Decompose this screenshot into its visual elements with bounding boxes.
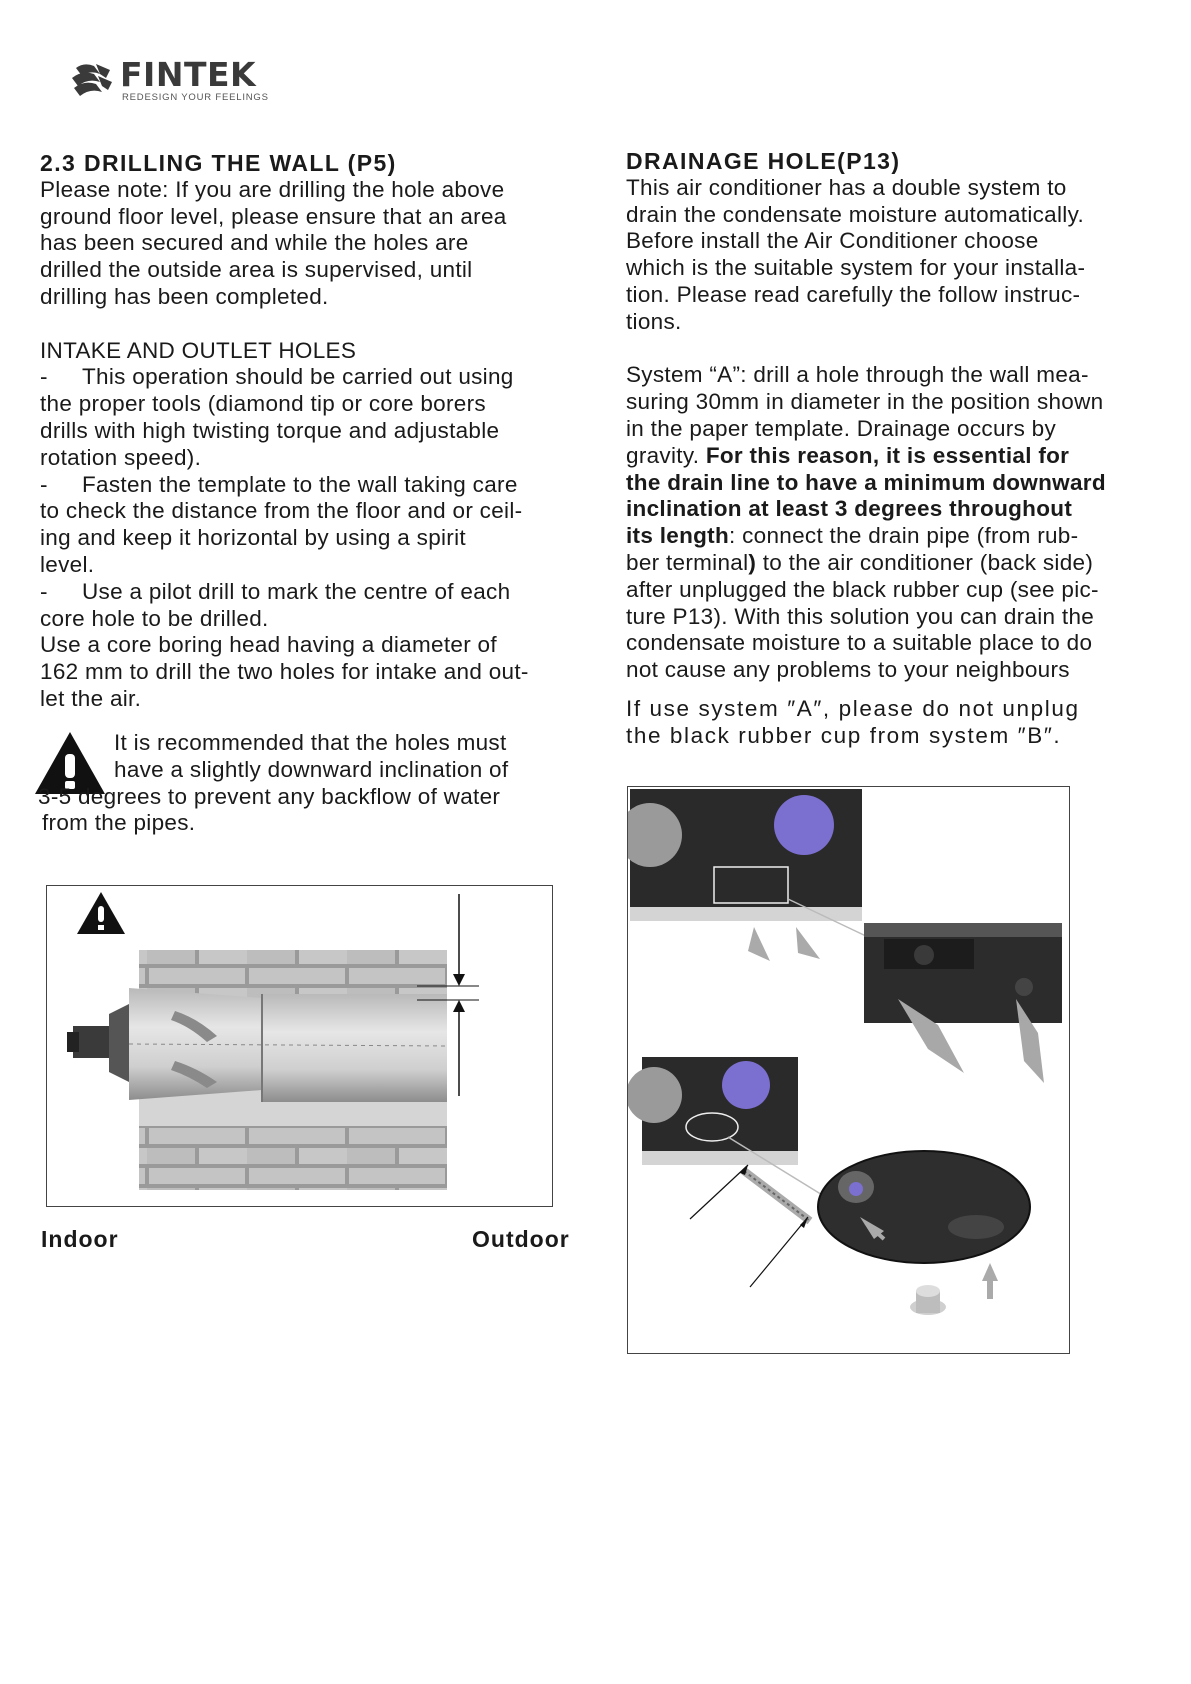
drainage-figure [627, 786, 1070, 1354]
intro-line: which is the suitable system for your installa- [626, 255, 1086, 281]
system-a-line [626, 550, 1186, 577]
intro-line: drain the condensate moisture automatically. [626, 201, 1085, 227]
brand-logo [70, 56, 280, 106]
emphasis-text: the drain line to have a minimum downward [626, 469, 1106, 495]
right-column [626, 148, 1186, 750]
caption-indoor: Indoor [41, 1226, 119, 1252]
core-drill-illustration [47, 886, 551, 1205]
warning-line: have a slightly downward inclination of [114, 756, 509, 782]
list-item-text: rotation speed). [40, 444, 202, 470]
caption-outdoor: Outdoor [472, 1226, 570, 1252]
intro-line: Please note: If you are drilling the hole above [40, 176, 505, 202]
list-item-text: drills with high twisting torque and adjustable [40, 417, 500, 443]
text-run: to the air conditioner (back side) [756, 549, 1094, 575]
system-a-line: System “A”: drill a hole through the wall mea- [626, 362, 1089, 388]
text-run: ber terminal [626, 549, 749, 575]
section-title-drilling: 2.3 DRILLING THE WALL (P5) [40, 150, 397, 176]
system-a-line: not cause any problems to your neighbours [626, 657, 1070, 683]
list-item-text: This operation should be carried out using [82, 364, 514, 390]
emphasis-text: its length [626, 523, 729, 549]
list-dash: - [40, 471, 48, 497]
emphasis-text: For this reason, it is essential for [705, 442, 1070, 468]
list-item-text: the proper tools (diamond tip or core borers [40, 391, 486, 417]
brand-tagline: REDESIGN YOUR FEELINGS [122, 92, 269, 103]
fintek-logo-mark-icon [70, 60, 114, 100]
section-title-drainage: DRAINAGE HOLE(P13) [626, 148, 901, 174]
list-item-text: Use a pilot drill to mark the centre of each [82, 578, 511, 604]
warning-line: 3-5 degrees to prevent any backflow of water [38, 783, 501, 809]
list-dash: - [40, 364, 48, 390]
system-b-note: If use system ″A″, please do not unplug [626, 695, 1080, 721]
intro-line: This air conditioner has a double system to [626, 174, 1067, 200]
system-b-note: the black rubber cup from system ″B″. [626, 722, 1062, 748]
text-run: gravity. [626, 442, 706, 468]
intro-line: drilling has been completed. [40, 283, 329, 309]
intro-line: Before install the Air Conditioner choose [626, 228, 1039, 254]
drilling-figure [46, 885, 553, 1207]
list-item-text: level. [40, 551, 95, 577]
list-item-text: ing and keep it horizontal by using a spirit [40, 525, 466, 551]
drainage-illustration [628, 787, 1068, 1352]
list-dash: - [40, 578, 48, 604]
warning-line: from the pipes. [42, 810, 196, 836]
subheading-intake-outlet: INTAKE AND OUTLET HOLES [40, 337, 357, 363]
system-a-line: ture P13). With this solution you can drain the [626, 603, 1095, 629]
system-a-line [626, 443, 1186, 470]
core-boring-line: let the air. [40, 685, 142, 711]
system-a-line [626, 523, 1186, 550]
brand-name: FINTEK [120, 55, 257, 94]
emphasis-text: inclination at least 3 degrees throughout [626, 496, 1073, 522]
intro-line: tion. Please read carefully the follow instruc- [626, 281, 1081, 307]
list-item [40, 579, 600, 606]
list-item-text: Fasten the template to the wall taking care [82, 471, 518, 497]
warning-line: It is recommended that the holes must [114, 730, 507, 755]
warning-note [38, 730, 578, 837]
list-item [40, 472, 600, 499]
system-a-line: after unplugged the black rubber cup (see pic- [626, 576, 1099, 602]
system-a-line: in the paper template. Drainage occurs by [626, 415, 1057, 441]
intro-line: drilled the outside area is supervised, until [40, 257, 473, 283]
intro-line: ground floor level, please ensure that an area [40, 203, 507, 229]
list-item-text: to check the distance from the floor and or ceil- [40, 498, 523, 524]
core-boring-line: Use a core boring head having a diameter of [40, 632, 497, 658]
core-boring-line: 162 mm to drill the two holes for intake and out- [40, 659, 529, 685]
emphasis-text: ) [748, 549, 757, 575]
left-column [40, 150, 600, 713]
intro-line: has been secured and while the holes are [40, 230, 469, 256]
text-run: : connect the drain pipe (from rub- [729, 523, 1079, 549]
system-a-line: condensate moisture to a suitable place to do [626, 630, 1093, 656]
intro-line: tions. [626, 308, 682, 334]
figure-warning-icon [77, 892, 125, 934]
system-a-line: suring 30mm in diameter in the position shown [626, 389, 1104, 415]
list-item [40, 364, 600, 391]
list-item-text: core hole to be drilled. [40, 605, 269, 631]
